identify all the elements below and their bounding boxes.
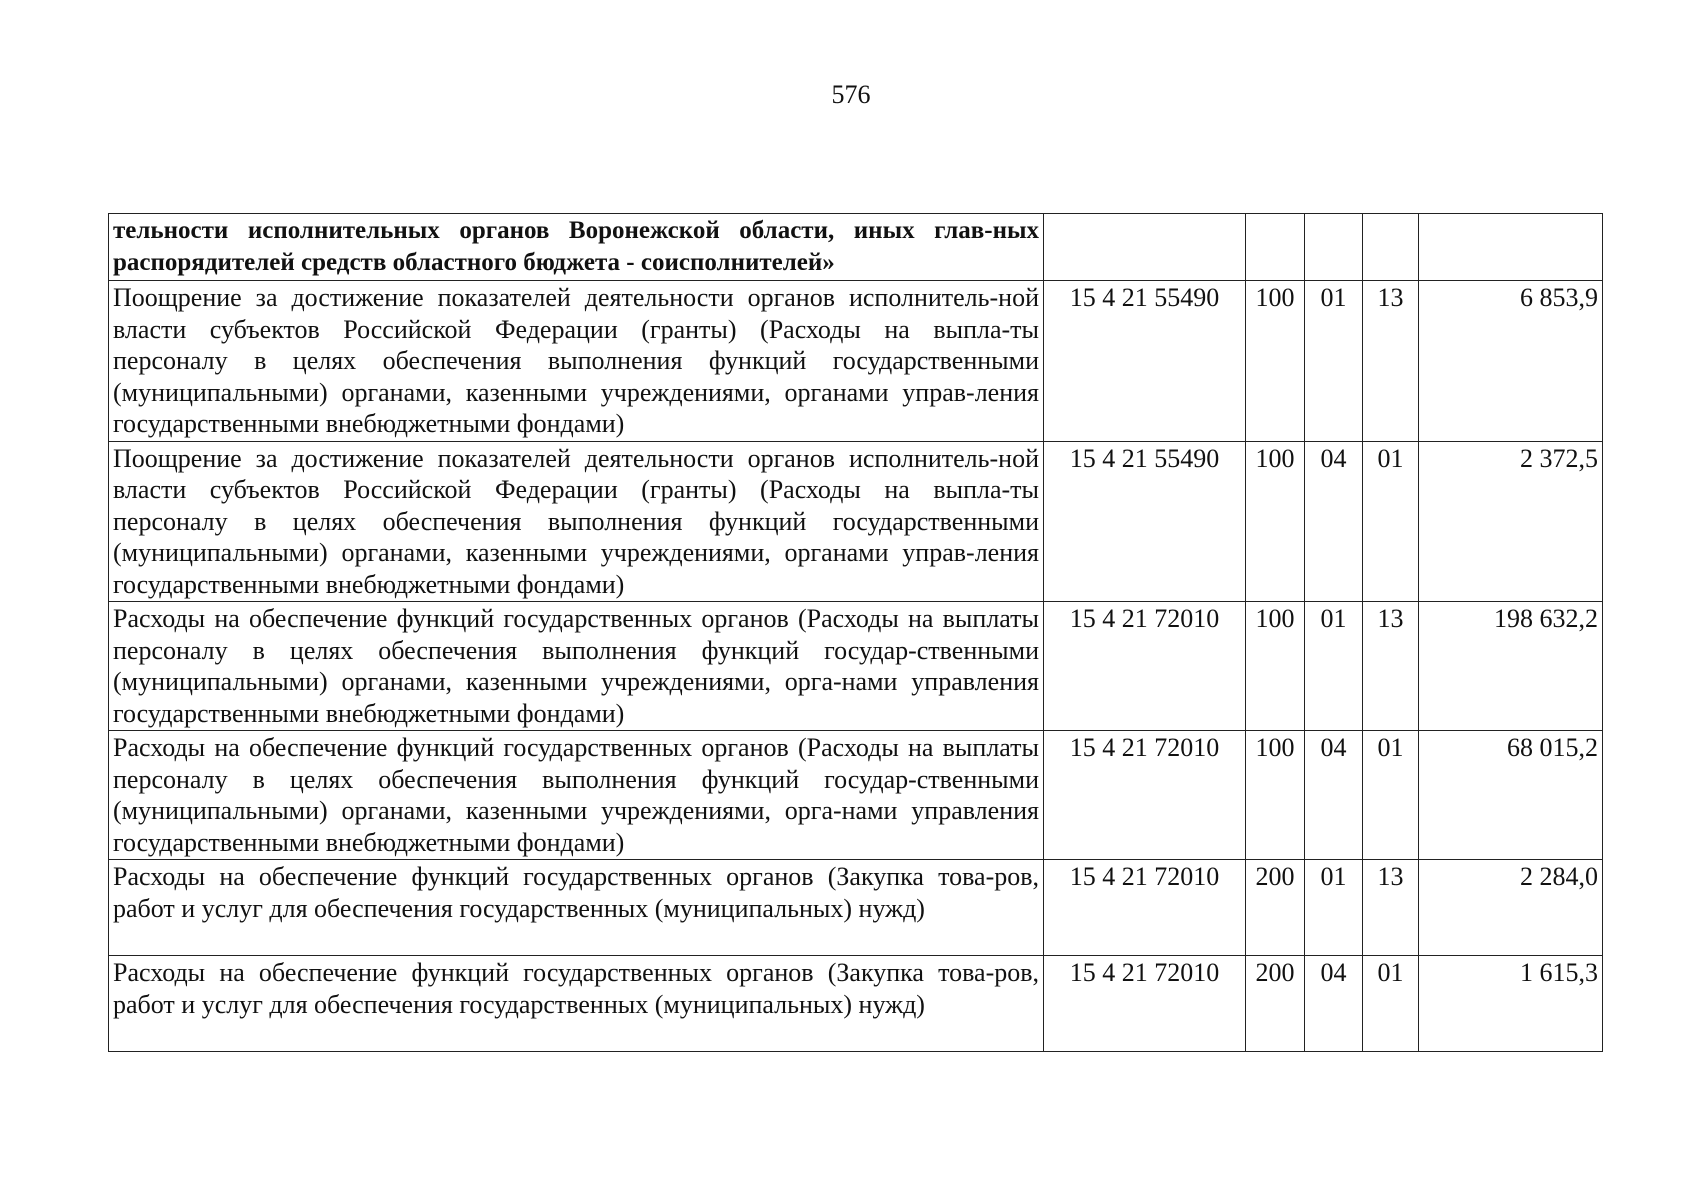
row-description: Расходы на обеспечение функций государственных органов (Закупка това-ров, работ и услуг для обеспечения государственных (муниципальных) нужд) <box>109 956 1044 1052</box>
row-code: 15 4 21 72010 <box>1044 956 1246 1052</box>
row-rz: 04 <box>1305 441 1363 602</box>
row-pr: 01 <box>1363 956 1419 1052</box>
table-row <box>109 956 1603 1052</box>
row-pr <box>1363 214 1419 281</box>
row-code: 15 4 21 72010 <box>1044 731 1246 860</box>
table-row <box>109 441 1603 602</box>
page-number: 576 <box>831 80 871 109</box>
row-vr: 100 <box>1246 602 1305 731</box>
row-pr: 13 <box>1363 602 1419 731</box>
row-rz: 01 <box>1305 281 1363 442</box>
row-amount <box>1419 214 1603 281</box>
row-rz: 04 <box>1305 956 1363 1052</box>
row-rz <box>1305 214 1363 281</box>
row-description: Поощрение за достижение показателей деятельности органов исполнитель-ной власти субъектов Российской Федерации (гранты) (Расходы на выпла-ты персоналу в целях обеспечения выполнения функций государственными (муниципальными) органами, казенными учреждениями, органами управ-ления государственными внебюджетными фондами) <box>109 441 1044 602</box>
table-row <box>109 281 1603 442</box>
row-amount: 2 284,0 <box>1419 860 1603 956</box>
row-code: 15 4 21 55490 <box>1044 281 1246 442</box>
row-description: Расходы на обеспечение функций государственных органов (Расходы на выплаты персоналу в целях обеспечения выполнения функций государ-ственными (муниципальными) органами, казенными учреждениями, орга-нами управления государственными внебюджетными фондами) <box>109 731 1044 860</box>
row-vr: 200 <box>1246 860 1305 956</box>
table-row <box>109 860 1603 956</box>
row-amount: 6 853,9 <box>1419 281 1603 442</box>
row-description: тельности исполнительных органов Воронежской области, иных глав-ных распорядителей средств областного бюджета - соисполнителей» <box>109 214 1044 281</box>
row-description: Поощрение за достижение показателей деятельности органов исполнитель-ной власти субъектов Российской Федерации (гранты) (Расходы на выпла-ты персоналу в целях обеспечения выполнения функций государственными (муниципальными) органами, казенными учреждениями, органами управ-ления государственными внебюджетными фондами) <box>109 281 1044 442</box>
row-rz: 01 <box>1305 860 1363 956</box>
row-code: 15 4 21 72010 <box>1044 860 1246 956</box>
budget-table <box>108 213 1603 1052</box>
row-description: Расходы на обеспечение функций государственных органов (Расходы на выплаты персоналу в целях обеспечения выполнения функций государ-ственными (муниципальными) органами, казенными учреждениями, орга-нами управления государственными внебюджетными фондами) <box>109 602 1044 731</box>
row-amount: 1 615,3 <box>1419 956 1603 1052</box>
row-code <box>1044 214 1246 281</box>
row-pr: 01 <box>1363 441 1419 602</box>
row-pr: 01 <box>1363 731 1419 860</box>
row-vr: 100 <box>1246 281 1305 442</box>
row-vr: 200 <box>1246 956 1305 1052</box>
row-amount: 68 015,2 <box>1419 731 1603 860</box>
row-amount: 198 632,2 <box>1419 602 1603 731</box>
row-pr: 13 <box>1363 860 1419 956</box>
row-amount: 2 372,5 <box>1419 441 1603 602</box>
row-code: 15 4 21 55490 <box>1044 441 1246 602</box>
row-rz: 01 <box>1305 602 1363 731</box>
table-row <box>109 214 1603 281</box>
row-vr: 100 <box>1246 731 1305 860</box>
row-pr: 13 <box>1363 281 1419 442</box>
row-code: 15 4 21 72010 <box>1044 602 1246 731</box>
table-row <box>109 602 1603 731</box>
row-rz: 04 <box>1305 731 1363 860</box>
row-description: Расходы на обеспечение функций государственных органов (Закупка това-ров, работ и услуг для обеспечения государственных (муниципальных) нужд) <box>109 860 1044 956</box>
row-vr: 100 <box>1246 441 1305 602</box>
table-row <box>109 731 1603 860</box>
row-vr <box>1246 214 1305 281</box>
